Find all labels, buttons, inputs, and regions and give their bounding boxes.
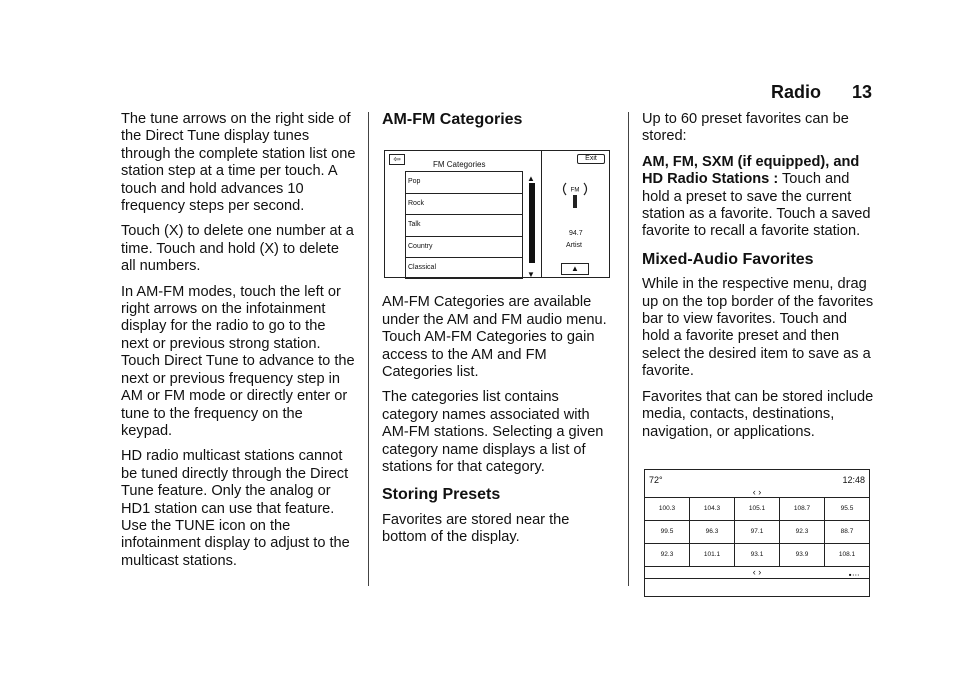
scroll-up-triangle-icon: ▲ bbox=[527, 174, 535, 184]
clock-readout: 12:48 bbox=[842, 474, 865, 485]
category-item-country: Country bbox=[405, 236, 523, 258]
section-heading-am-fm-categories: AM-FM Categories bbox=[382, 111, 523, 128]
running-header-title: Radio bbox=[771, 82, 822, 102]
paragraph: The categories list contains category names associated with AM-FM stations. Selecting a given category name displays a list of stations for that category. bbox=[382, 389, 604, 476]
paragraph: AM-FM Categories are available under the AM and FM audio menu. Touch AM-FM Categories to gain access to the AM and FM Categories list. bbox=[382, 294, 607, 381]
column-2 bbox=[382, 111, 618, 555]
paragraph: HD radio multicast stations cannot be tuned directly through the Direct Tune feature. Only the analog or HD1 station can use that feature. Use the TUNE icon on the infotainment display to adjust to the multicast stations. bbox=[121, 448, 350, 569]
preset-cell: 101.1 bbox=[690, 544, 735, 566]
paragraph: Up to 60 preset favorites can be stored: bbox=[642, 111, 849, 145]
paragraph: Favorites are stored near the bottom of the display. bbox=[382, 511, 570, 546]
preset-cell: 95.5 bbox=[840, 505, 854, 513]
page-arrows-icon: ‹ › bbox=[752, 486, 762, 497]
preset-cell: 104.3 bbox=[690, 498, 735, 520]
fm-signal-icon bbox=[560, 179, 590, 209]
preset-cell: 92.3 bbox=[645, 544, 690, 566]
column-divider bbox=[628, 112, 629, 586]
category-list bbox=[405, 171, 523, 279]
preset-cell: 100.3 bbox=[645, 498, 690, 520]
exit-button: Exit bbox=[577, 154, 605, 164]
section-heading-mixed-audio-favorites: Mixed-Audio Favorites bbox=[642, 250, 814, 268]
paragraph-rest: Touch and hold a preset to save the current station as a favorite. Touch a saved favorite to recall a favorite station. bbox=[642, 171, 871, 240]
category-item-talk: Talk bbox=[405, 214, 523, 236]
paragraph: In AM-FM modes, touch the left or right arrows on the infotainment display for the radio to go to the next or previous strong station. Touch Direct Tune to advance to the next or previous frequency step in AM or FM mode or directly enter or tune to the frequency on the keypad. bbox=[121, 283, 355, 439]
figure-screen-title: FM Categories bbox=[433, 160, 486, 170]
paragraph: The tune arrows on the right side of the Direct Tune display tunes through the complete station list one station step at a time per touch. A touch and hold advances 10 frequency steps per second. bbox=[121, 111, 356, 215]
paragraph: Touch (X) to delete one number at a time. Touch and hold (X) to delete all numbers. bbox=[121, 223, 354, 275]
preset-cell: 108.7 bbox=[780, 498, 825, 520]
fm-categories-screen-figure bbox=[384, 150, 610, 278]
preset-cell: 92.3 bbox=[780, 521, 825, 543]
paragraph bbox=[642, 154, 878, 241]
station-artist: Artist bbox=[566, 242, 582, 250]
scroll-down-triangle-icon: ▼ bbox=[527, 270, 535, 280]
preset-cell: 93.9 bbox=[780, 544, 825, 566]
temperature-readout: 72° bbox=[649, 474, 663, 485]
section-heading-storing-presets: Storing Presets bbox=[382, 486, 501, 504]
category-item-pop: Pop bbox=[405, 171, 523, 193]
figure-divider bbox=[541, 151, 542, 277]
presets-screen-figure bbox=[644, 469, 870, 597]
preset-grid bbox=[645, 497, 869, 567]
column-1 bbox=[121, 111, 357, 578]
preset-cell: 99.5 bbox=[645, 521, 690, 543]
page-arrows-icon: ‹ › bbox=[752, 566, 762, 577]
preset-cell: 105.1 bbox=[735, 498, 780, 520]
preset-cell: 96.3 bbox=[690, 521, 735, 543]
page-indicator-dots: ■ • • • bbox=[849, 571, 859, 577]
paragraph: While in the respective menu, drag up on the top border of the favorites bar to view favorites. Touch and hold a favorite preset and then select the desired item to save as a favorite. bbox=[642, 276, 874, 380]
paragraph: Favorites that can be stored include media, contacts, destinations, navigation, or applications. bbox=[642, 388, 874, 440]
preset-row bbox=[645, 521, 869, 544]
figure-rule bbox=[645, 578, 869, 579]
preset-cell: 97.1 bbox=[735, 521, 780, 543]
back-arrow-icon: ⇦ bbox=[389, 154, 405, 165]
scrollbar bbox=[529, 183, 535, 263]
preset-cell: 88.7 bbox=[840, 528, 854, 536]
column-3 bbox=[642, 111, 878, 597]
station-frequency: 94.7 bbox=[569, 230, 583, 238]
page-number: 13 bbox=[852, 82, 873, 102]
column-divider bbox=[368, 112, 369, 586]
category-item-classical: Classical bbox=[405, 257, 523, 279]
fm-badge-text: FM bbox=[570, 187, 580, 194]
up-arrow-button-icon: ▲ bbox=[561, 263, 589, 275]
preset-row bbox=[645, 498, 869, 521]
preset-cell: 108.1 bbox=[838, 551, 856, 559]
preset-cell: 93.1 bbox=[735, 544, 780, 566]
bold-lead-in: AM, FM, SXM (if equipped), and HD Radio Stations : bbox=[642, 153, 860, 188]
category-item-rock: Rock bbox=[405, 193, 523, 215]
